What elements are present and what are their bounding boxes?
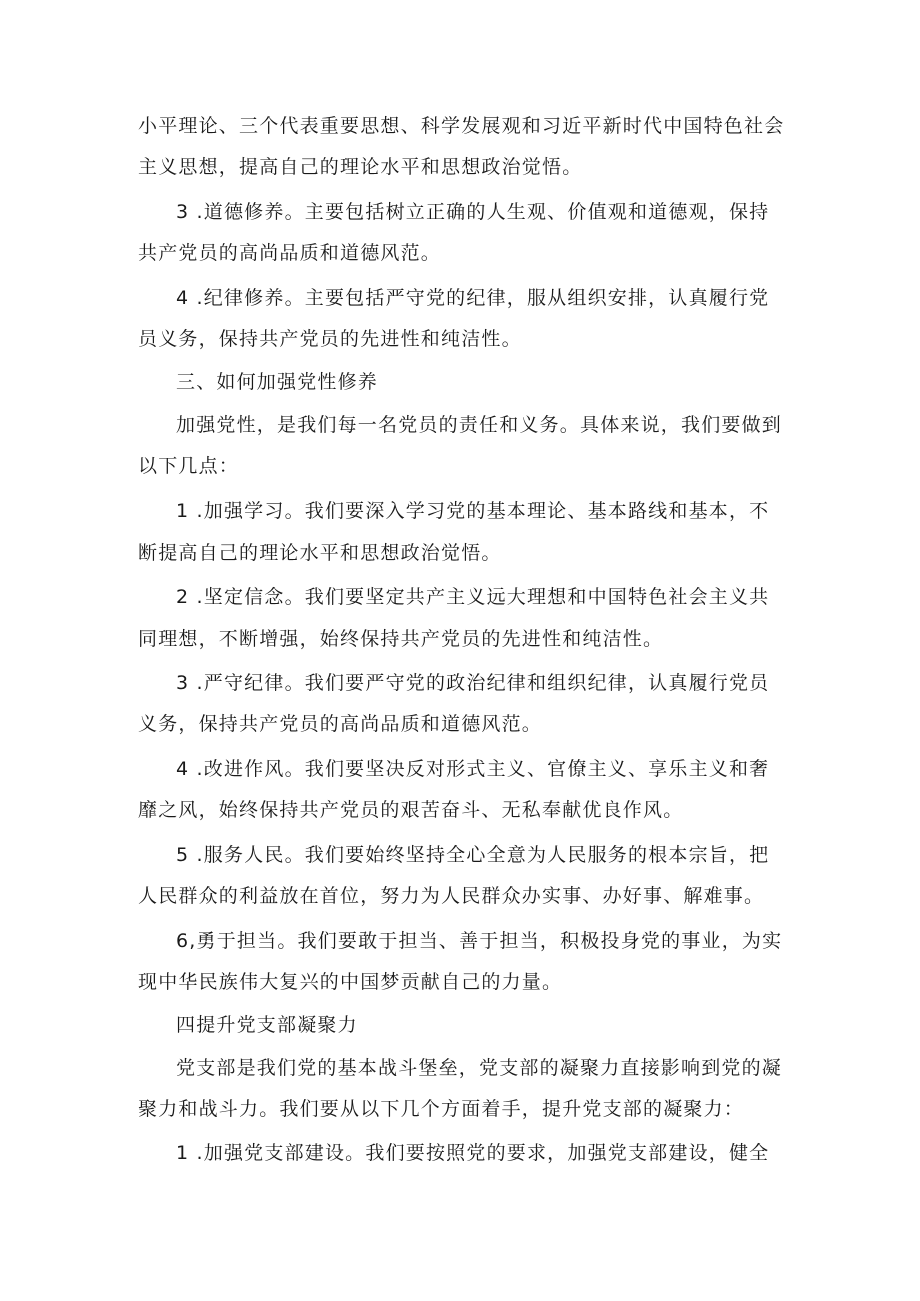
paragraph-line: 以下几点： (138, 455, 240, 477)
paragraph-line: 靡之风，始终保持共产党员的艰苦奋斗、无私奉献优良作风。 (138, 799, 684, 821)
paragraph-line: 人民群众的利益放在首位，努力为人民群众办实事、办好事、解难事。 (138, 885, 765, 907)
list-item-line: 4 .改进作风。我们要坚决反对形式主义、官僚主义、享乐主义和奢 (176, 758, 770, 780)
paragraph-line: 义务，保持共产党员的高尚品质和道德风范。 (138, 713, 543, 735)
paragraph-line: 同理想，不断增强，始终保持共产党员的先进性和纯洁性。 (138, 628, 664, 650)
list-item-line: 6,勇于担当。我们要敢于担当、善于担当，积极投身党的事业，为实 (176, 930, 783, 952)
paragraph-line: 断提高自己的理论水平和思想政治觉悟。 (138, 542, 502, 564)
paragraph-line: 党支部是我们党的基本战斗堡垒，党支部的凝聚力直接影响到党的凝 (176, 1057, 783, 1079)
paragraph-line: 主义思想，提高自己的理论水平和思想政治觉悟。 (138, 156, 583, 178)
list-item-line: 5 .服务人民。我们要始终坚持全心全意为人民服务的根本宗旨，把 (176, 844, 770, 866)
list-item-line: 1 .加强党支部建设。我们要按照党的要求，加强党支部建设，健全 (176, 1142, 770, 1164)
list-item-line: 1 .加强学习。我们要深入学习党的基本理论、基本路线和基本，不 (176, 500, 770, 522)
list-item-line: 3 .道德修养。主要包括树立正确的人生观、价值观和道德观，保持 (176, 201, 770, 223)
paragraph-line: 小平理论、三个代表重要思想、科学发展观和习近平新时代中国特色社会 (138, 115, 785, 137)
list-item-line: 2 .坚定信念。我们要坚定共产主义远大理想和中国特色社会主义共 (176, 586, 770, 608)
paragraph-line: 聚力和战斗力。我们要从以下几个方面着手，提升党支部的凝聚力： (138, 1098, 745, 1120)
list-item-line: 3 .严守纪律。我们要严守党的政治纪律和组织纪律，认真履行党员 (176, 672, 770, 694)
section-heading: 三、如何加强党性修养 (176, 371, 379, 393)
paragraph-line: 共产党员的高尚品质和道德风范。 (138, 242, 442, 264)
paragraph-line: 员义务，保持共产党员的先进性和纯洁性。 (138, 328, 522, 350)
section-heading: 四提升党支部凝聚力 (176, 1014, 358, 1036)
paragraph-line: 加强党性，是我们每一名党员的责任和义务。具体来说，我们要做到 (176, 414, 783, 436)
paragraph-line: 现中华民族伟大复兴的中国梦贡献自己的力量。 (138, 971, 563, 993)
list-item-line: 4 .纪律修养。主要包括严守党的纪律，服从组织安排，认真履行党 (176, 287, 770, 309)
